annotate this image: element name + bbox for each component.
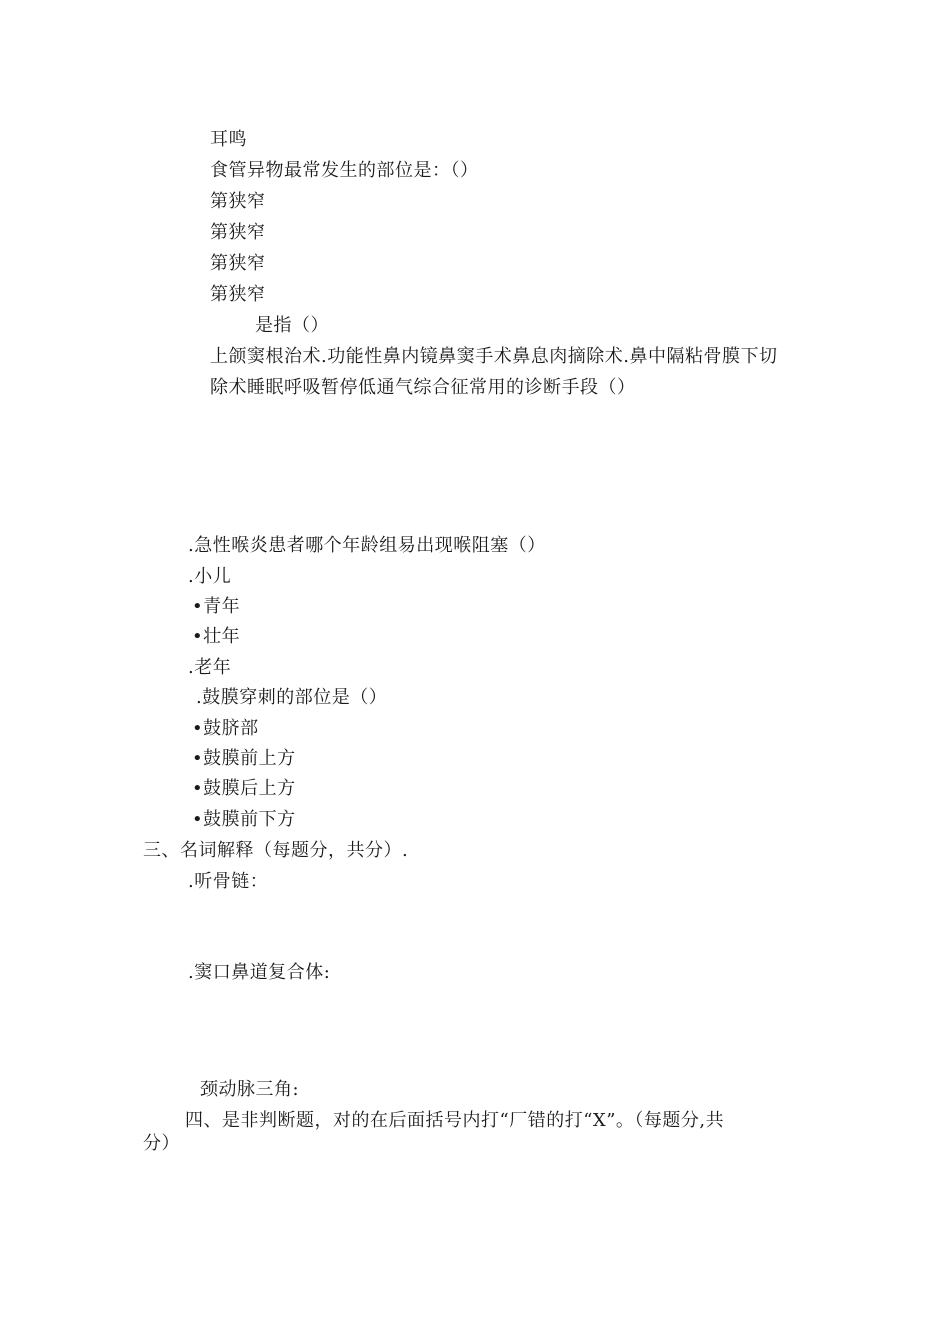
option-umbo: •鼓脐部	[192, 718, 259, 739]
options-surgery: 上颌窦根治术.功能性鼻内镜鼻窦手术鼻息肉摘除术.鼻中隔粘骨膜下切	[210, 346, 778, 367]
option-youth: •青年	[192, 596, 241, 617]
term-ossicular-chain: .听骨链：	[188, 871, 269, 892]
section-heading-definitions: 三、名词解释（每题分，共分）.	[143, 840, 409, 861]
option-anterior-inferior: •鼓膜前下方	[192, 809, 296, 830]
option-tinnitus: 耳鸣	[210, 129, 247, 150]
option-stricture-4: 第狭窄	[210, 284, 266, 305]
option-stricture-1: 第狭窄	[210, 191, 266, 212]
question-sleep-apnea: 除术睡眠呼吸暂停低通气综合征常用的诊断手段（）	[210, 377, 636, 398]
term-carotid-triangle: 颈动脉三角:	[200, 1079, 300, 1100]
question-refers-to: 是指（）	[255, 315, 329, 336]
section-heading-true-false-cont: 分）	[143, 1133, 180, 1154]
option-stricture-2: 第狭窄	[210, 222, 266, 243]
option-adult: •壮年	[192, 626, 241, 647]
question-esophageal-foreign-body: 食管异物最常发生的部位是：（）	[210, 160, 479, 181]
option-child: .小儿	[188, 566, 232, 587]
option-stricture-3: 第狭窄	[210, 253, 266, 274]
option-elderly: .老年	[188, 657, 232, 678]
section-heading-true-false: 四、是非判断题，对的在后面括号内打“厂错的打“X”。（每题分,共	[185, 1110, 725, 1131]
option-posterior-superior: •鼓膜后上方	[192, 778, 296, 799]
option-anterior-superior: •鼓膜前上方	[192, 748, 296, 769]
question-acute-laryngitis: .急性喉炎患者哪个年龄组易出现喉阻塞（）	[188, 535, 546, 556]
term-ostiomeatal-complex: .窦口鼻道复合体:	[188, 962, 331, 983]
question-tympanic-puncture: .鼓膜穿刺的部位是（）	[196, 687, 388, 708]
